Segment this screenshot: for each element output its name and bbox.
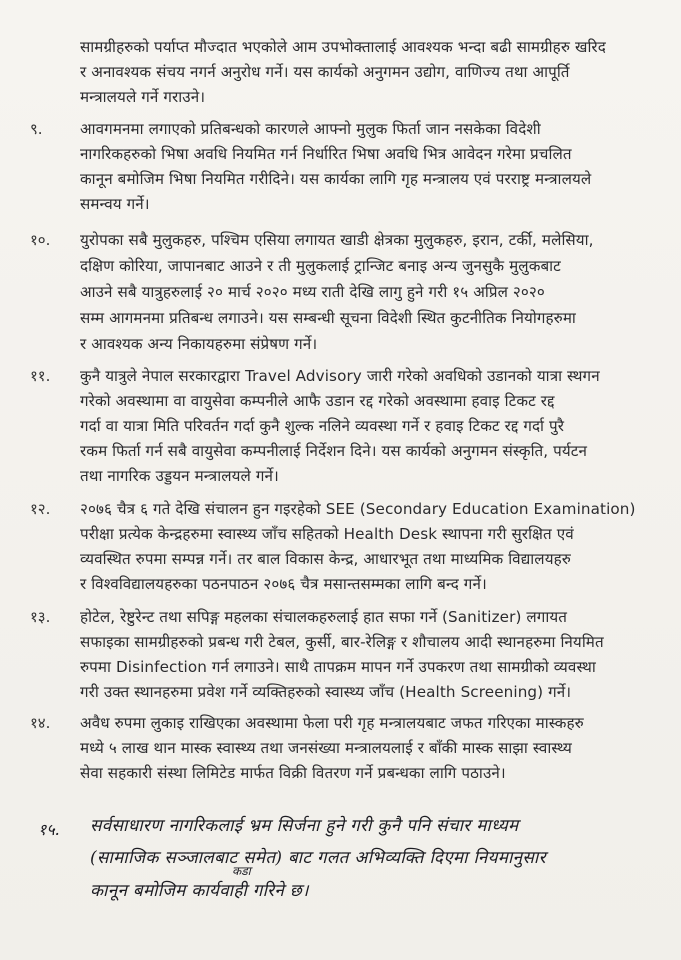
item-line: गरेको अवस्थामा वा वायुसेवा कम्पनीले आफै उडान रद्द गरेको अवस्थामा हवाइ टिकट रद्द (80, 392, 555, 410)
item-line: आउने सबै यात्रुहरुलाई २० मार्च २०२० मध्य राती देखि लागु हुने गरी १५ अप्रिल २०२० (80, 283, 545, 301)
handwritten-line: सर्वसाधारण नागरिकलाई भ्रम सिर्जना हुने गरी कुनै पनि संचार माध्यम (90, 816, 519, 836)
intro-line: र अनावश्यक संचय नगर्न अनुरोध गर्ने। यस कार्यको अनुगमन उद्योग, वाणिज्य तथा आपूर्ति (80, 63, 570, 81)
item-line: सफाइका सामग्रीहरुको प्रबन्ध गरी टेबल, कुर्सी, बार-रेलिङ्ग र शौचालय आदी स्थानहरुमा नियमित (80, 633, 604, 651)
intro-line: मन्त्रालयले गर्ने गराउने। (80, 88, 206, 106)
item-line: मध्ये ५ लाख थान मास्क स्वास्थ्य तथा जनसंख्या मन्त्रालयलाई र बाँकी मास्क साझा स्वास्थ्य (80, 739, 572, 757)
item-line: र आवश्यक अन्य निकायहरुमा संप्रेषण गर्ने। (80, 335, 318, 353)
item-line: अवैध रुपमा लुकाइ राखिएका अवस्थामा फेला परी गृह मन्त्रालयबाट जफत गरिएका मास्कहरु (80, 714, 584, 732)
handwriting-baseline (92, 842, 652, 843)
handwritten-insert: कडा (232, 864, 251, 878)
item-number: १३. (30, 608, 51, 626)
item-line: कुनै यात्रुले नेपाल सरकारद्वारा Travel Advisory जारी गरेको अवधिको उडानको यात्रा स्थगन (80, 367, 600, 385)
item-line: गर्दा वा यात्रा मिति परिवर्तन गर्दा कुनै शुल्क नलिने व्यवस्था गर्ने र हवाइ टिकट रद्द गर्दा पुरै (80, 417, 565, 435)
item-line: दक्षिण कोरिया, जापानबाट आउने र ती मुलुकलाई ट्रान्जिट बनाइ अन्य जुनसुकै मुलुकबाट (80, 257, 561, 275)
item-line: नागरिकहरुको भिषा अवधि नियमित गर्न निर्धारित भिषा अवधि भित्र आवेदन गरेमा प्रचलित (80, 145, 572, 163)
item-line: सम्म आगमनमा प्रतिबन्ध लगाउने। यस सम्बन्धी सूचना विदेशी स्थित कुटनीतिक नियोगहरुमा (80, 309, 576, 327)
item-line: रुपमा Disinfection गर्न लगाउने। साथै तापक्रम मापन गर्ने उपकरण तथा सामग्रीको व्यवस्था (80, 658, 596, 676)
item-line: व्यवस्थित रुपमा सम्पन्न गर्ने। तर बाल विकास केन्द्र, आधारभूत तथा माध्यमिक विद्यालयहरु (80, 550, 571, 568)
item-number: ९. (30, 120, 43, 138)
item-line: कानून बमोजिम भिषा नियमित गरीदिने। यस कार्यका लागि गृह मन्त्रालय एवं परराष्ट्र मन्त्रालयले (80, 170, 592, 188)
intro-line: सामग्रीहरुको पर्याप्त मौज्दात भएकोले आम उपभोक्तालाई आवश्यक भन्दा बढी सामग्रीहरु खरिद (80, 38, 606, 56)
item-line: गरी उक्त स्थानहरुमा प्रवेश गर्ने व्यक्तिहरुको स्वास्थ्य जाँच (Health Screening) गर्ने। (80, 683, 572, 701)
item-number: ११. (30, 367, 51, 385)
item-line: सेवा सहकारी संस्था लिमिटेड मार्फत विक्री वितरण गर्ने प्रबन्धका लागि पठाउने। (80, 764, 506, 782)
item-number: १४. (30, 714, 51, 732)
item-number: १२. (30, 500, 51, 518)
handwritten-line: कानून बमोजिम कार्यवाही गरिने छ। (90, 881, 309, 901)
item-number: १०. (30, 231, 51, 249)
item-line: युरोपका सबै मुलुकहरु, पश्चिम एसिया लगायत खाडी क्षेत्रका मुलुकहरु, इरान, टर्की, मलेसिया, (80, 231, 594, 249)
item-line: समन्वय गर्ने। (80, 195, 150, 213)
item-line: र विश्वविद्यालयहरुका पठनपाठन २०७६ चैत्र मसान्तसम्मका लागि बन्द गर्ने। (80, 575, 487, 593)
item-line: होटेल, रेष्टुरेन्ट तथा सपिङ्ग महलका संचालकहरुलाई हात सफा गर्ने (Sanitizer) लगायत (80, 608, 568, 626)
handwritten-number: १५. (38, 820, 60, 839)
item-line: आवगमनमा लगाएको प्रतिबन्धको कारणले आफ्नो मुलुक फिर्ता जान नसकेका विदेशी (80, 120, 541, 138)
item-line: २०७६ चैत्र ६ गते देखि संचालन हुन गइरहेको SEE (Secondary Education Examination) (80, 500, 636, 518)
item-line: तथा नागरिक उड्डयन मन्त्रालयले गर्ने। (80, 467, 279, 485)
item-line: परीक्षा प्रत्येक केन्द्रहरुमा स्वास्थ्य जाँच सहितको Health Desk स्थापना गरी सुरक्षित एवं (80, 525, 574, 543)
item-line: रकम फिर्ता गर्न सबै वायुसेवा कम्पनीलाई निर्देशन दिने। यस कार्यको अनुगमन संस्कृति, पर्यटन (80, 442, 588, 460)
handwritten-line: (सामाजिक सञ्जालबाट समेत) बाट गलत अभिव्यक्ति दिएमा नियमानुसार (90, 848, 546, 868)
